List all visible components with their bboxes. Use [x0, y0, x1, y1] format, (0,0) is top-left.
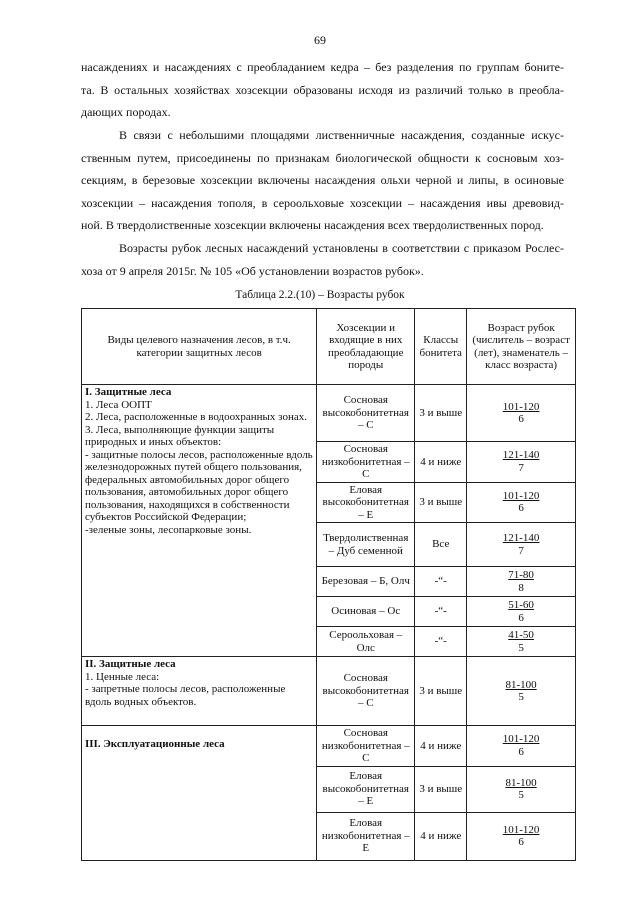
age-class: 7 [518, 461, 524, 474]
text-line: В связи с небольшими площадями лиственничные насаждения, созданные искус- [119, 128, 564, 142]
table-row [82, 657, 576, 726]
group1-line: 3. Леса, выполняющие функции защиты природных и иных объектов: [85, 423, 275, 448]
age-cell [467, 597, 576, 627]
header-section: Хозсекции и входящие в них преобладающие породы [317, 309, 415, 385]
age-class: 6 [518, 611, 524, 624]
cutting-age-table [81, 308, 576, 861]
text-line: дающих породах. [81, 105, 171, 119]
age-years: 101-120 [502, 489, 540, 502]
age-class: 5 [518, 789, 524, 801]
age-cell [467, 657, 576, 726]
text-line: Возрасты рубок лесных насаждений установлены в соответствии с приказом Рослес- [119, 241, 564, 255]
group3-title: III. Эксплуатационные леса [85, 738, 225, 750]
age-class: 7 [518, 544, 524, 557]
section-cell: Еловая высокобонитетная – Е [317, 766, 415, 812]
age-class: 8 [518, 581, 524, 594]
section-cell: Еловая низкобонитетная – Е [317, 812, 415, 860]
age-years: 71-80 [508, 569, 534, 581]
section-cell: Твердолиственная – Дуб семенной [317, 523, 415, 567]
group2-description [82, 657, 317, 726]
bonitet-cell: Все [415, 523, 467, 567]
header-purpose: Виды целевого назначения лесов, в т.ч. категории защитных лесов [82, 309, 317, 385]
paragraph-1 [81, 56, 564, 124]
age-class: 6 [518, 502, 524, 515]
text-line: секциям, в березовые хозсекции включены насаждения ольхи черной и липы, в осиновые [81, 173, 564, 187]
age-cell [467, 482, 576, 523]
group2-title: II. Защитные леса [85, 658, 176, 670]
age-class: 6 [518, 745, 524, 758]
header-age: Возраст рубок (числитель – возраст (лет), знаменатель – класс возраста) [467, 309, 576, 385]
age-cell [467, 523, 576, 567]
group1-line: - защитные полосы лесов, расположенные вдоль железнодорожных путей общего пользования, федеральных автомобильных дорог общего пользования, автомобильных дорог общего пользования, находящихся в собственности субъектов Российской Федерации; [85, 448, 313, 523]
group1-line: 2. Леса, расположенные в водоохранных зонах. [85, 411, 307, 423]
group1-line: 1. Леса ООПТ [85, 398, 152, 411]
age-cell [467, 442, 576, 483]
age-years: 51-60 [508, 599, 534, 611]
bonitet-cell: 3 и выше [415, 385, 467, 442]
group1-line: -зеленые зоны, лесопарковые зоны. [85, 523, 252, 536]
age-years: 101-120 [502, 733, 540, 746]
paragraph-2 [81, 124, 564, 237]
age-years: 121-140 [502, 449, 540, 462]
text-line: та. В остальных хозяйствах хозсекции образованы исходя из различий только в преобла- [81, 82, 564, 97]
section-cell: Сосновая низкобонитетная – С [317, 726, 415, 767]
age-years: 41-50 [508, 629, 534, 641]
age-class: 5 [518, 691, 524, 703]
section-cell: Сероольховая – Олс [317, 627, 415, 657]
bonitet-cell: 3 и выше [415, 766, 467, 812]
bonitet-cell: -“- [415, 597, 467, 627]
age-cell [467, 726, 576, 767]
section-cell: Сосновая высокобонитетная – С [317, 657, 415, 726]
age-cell [467, 627, 576, 657]
age-years: 81-100 [505, 776, 537, 789]
header-bonitet: Классы бонитета [415, 309, 467, 385]
age-class: 6 [518, 413, 524, 425]
age-class: 5 [518, 641, 524, 654]
group1-title: I. Защитные леса [85, 386, 172, 398]
section-cell: Сосновая низкобонитетная – С [317, 442, 415, 483]
age-years: 101-120 [502, 823, 540, 836]
group1-description [82, 385, 317, 657]
text-line: насаждениях и насаждениях с преобладанием кедра – без разделения по группам бонитe- [81, 60, 564, 74]
group2-line: - запретные полосы лесов, расположенные вдоль водных объектов. [85, 683, 286, 708]
bonitet-cell: 3 и выше [415, 657, 467, 726]
text-line: хозсекции – насаждения тополя, в сероольховые хозсекции – насаждения ивы древовид- [81, 195, 564, 210]
bonitet-cell: 3 и выше [415, 482, 467, 523]
group3-description [82, 726, 317, 861]
text-line: хоза от 9 апреля 2015г. № 105 «Об установлении возрастов рубок». [81, 263, 424, 278]
section-cell: Сосновая высокобонитетная – С [317, 385, 415, 442]
age-class: 6 [518, 836, 524, 848]
bonitet-cell: 4 и ниже [415, 442, 467, 483]
table-header-row [82, 309, 576, 385]
age-cell [467, 567, 576, 597]
age-years: 121-140 [502, 532, 540, 544]
group2-line: 1. Ценные леса: [85, 670, 160, 683]
section-cell: Еловая высокобонитетная – Е [317, 482, 415, 523]
table-caption: Таблица 2.2.(10) – Возрасты рубок [235, 289, 405, 301]
age-years: 81-100 [505, 678, 537, 691]
bonitet-cell: 4 и ниже [415, 726, 467, 767]
bonitet-cell: 4 и ниже [415, 812, 467, 860]
age-cell [467, 766, 576, 812]
bonitet-cell: -“- [415, 627, 467, 657]
age-years: 101-120 [502, 400, 540, 413]
text-line: ственным путем, присоединены по признакам биологической общности к сосновым хоз- [81, 150, 564, 165]
table-row [82, 726, 576, 767]
page-number: 69 [314, 33, 326, 47]
age-cell [467, 812, 576, 860]
text-line: ной. В твердолиственные хозсекции включены насаждения всех твердолиственных пород. [81, 218, 544, 232]
age-cell [467, 385, 576, 442]
section-cell: Осиновая – Ос [317, 597, 415, 627]
section-cell: Березовая – Б, Олч [317, 567, 415, 597]
table-row [82, 385, 576, 442]
bonitet-cell: -“- [415, 567, 467, 597]
paragraph-3 [81, 237, 564, 282]
